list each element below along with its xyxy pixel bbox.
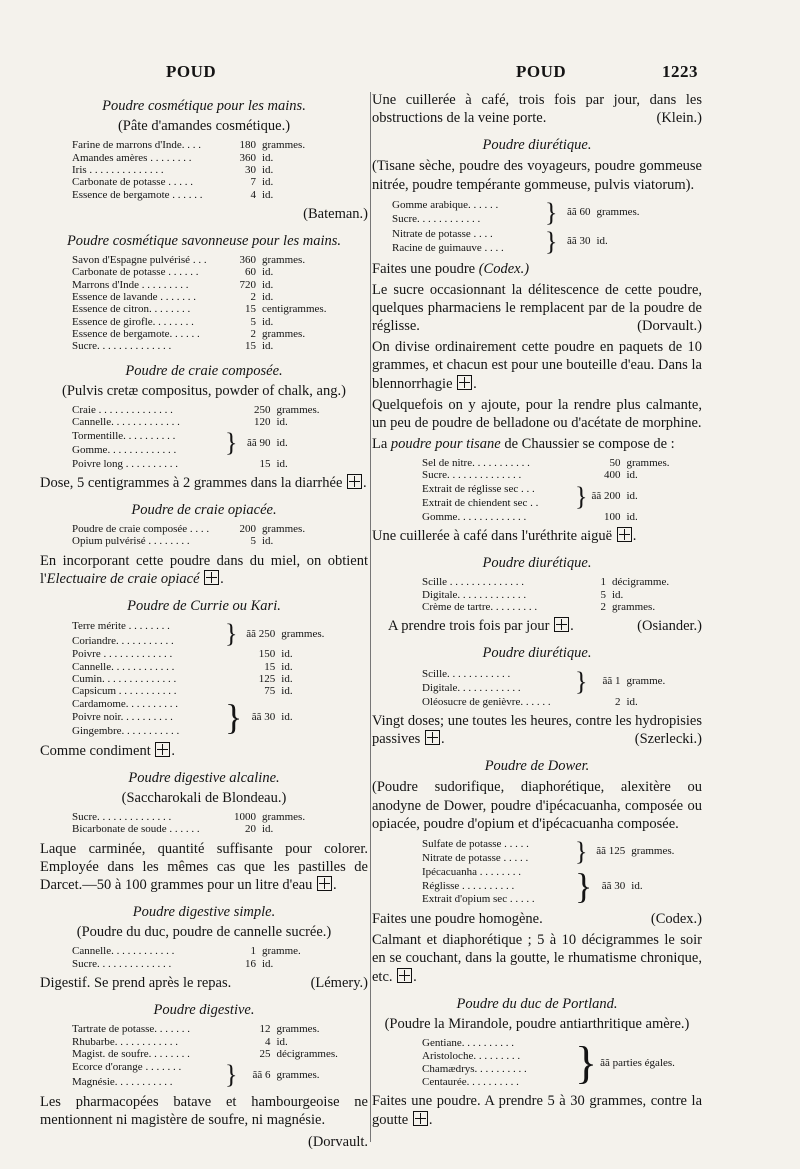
ingredient-row: Cannelle. . . . . . . . . . . . 1 gramme.: [72, 945, 301, 958]
recipe-title: Poudre cosmétique pour les mains.: [102, 98, 306, 114]
cross-mark-icon: [617, 527, 632, 542]
usage-text: A prendre trois fois par jour . (Osiander.): [388, 618, 702, 635]
usage-text: Faites une poudre. A prendre 5 à 30 grammes, contre la goutte .: [372, 1093, 702, 1128]
usage-text: Le sucre occasionnant la délitescence de cette poudre, quelques pharmaciens le remplacent par de la poudre de réglisse. (Dorvault.): [372, 281, 702, 335]
ingredient-row: Tartrate de potasse. . . . . . . 12 grammes.: [72, 1023, 320, 1036]
ingredient-row: Capsicum . . . . . . . . . . . 75 id.: [72, 685, 293, 698]
usage-text: Quelquefois on y ajoute, pour la rendre plus calmante, un peu de poudre de belladone ou d'acétate de morphine.: [372, 396, 702, 431]
ingredient-row: Scille. . . . . . . . . . . . } ãã 1 gramme.: [422, 666, 666, 696]
ingredient-row: Essence de lavande . . . . . . . 2 id.: [72, 291, 274, 303]
recipe-title: Poudre de craie opiacée.: [131, 501, 277, 518]
cross-mark-icon: [457, 375, 472, 390]
usage-text: Faites une poudre (Codex.): [372, 260, 530, 277]
ingredient-table: [70, 1023, 340, 1089]
recipe-source: (Osiander.): [637, 618, 702, 635]
ingredient-row: Poivre . . . . . . . . . . . . . 150 id.: [72, 648, 293, 661]
ingredient-table: [70, 811, 324, 836]
ingredient-row: Coriandre. . . . . . . . . . .: [72, 634, 174, 647]
ingredient-table: [420, 667, 688, 708]
recipe-source: (Dorvault.): [637, 318, 702, 335]
ingredient-table: [70, 619, 343, 738]
ingredient-row: Terre mérite . . . . . . . . } ãã 250 grammes.: [72, 619, 325, 649]
recipe-source: (Lémery.): [310, 975, 368, 992]
usage-text: Une cuillerée à café dans l'uréthrite aiguë .: [372, 528, 637, 545]
ingredient-row: Centaurée. . . . . . . . . .: [422, 1075, 519, 1088]
right-running-head: POUD: [516, 62, 567, 81]
ingredient-table: [70, 523, 324, 548]
ingredient-table: [390, 198, 658, 256]
ingredient-table: [70, 404, 338, 470]
cross-mark-icon: [397, 968, 412, 983]
ingredient-row: Carbonate de potasse . . . . . . 60 id.: [72, 266, 274, 279]
usage-text: En incorporant cette poudre dans du miel, on obtient l'Electuaire de craie opiacé .: [40, 552, 368, 587]
ingredient-row: Réglisse . . . . . . . . . .: [422, 879, 515, 892]
ingredient-row: Poudre de craie composée . . . . 200 grammes.: [72, 523, 306, 536]
recipe-title: Poudre diurétique.: [482, 555, 592, 572]
recipe-title: Poudre de craie composée.: [125, 362, 283, 379]
ingredient-row: Extrait d'opium sec . . . . .: [422, 893, 535, 906]
ingredient-row: Cardamome. . . . . . . . . . } ãã 30 id.: [72, 697, 293, 738]
column-divider: [370, 92, 371, 1142]
ingredient-row: Ecorce d'orange . . . . . . . } ãã 6 grammes.: [72, 1060, 320, 1090]
ingredient-row: Savon d'Espagne pulvérisé . . . 360 grammes.: [72, 254, 306, 267]
usage-text: Les pharmacopées batave et hambourgeoise ne mentionnent ni magistère de soufre, ni magnésie.: [40, 1094, 368, 1129]
ingredient-row: Craie . . . . . . . . . . . . . . 250 grammes.: [72, 403, 320, 416]
page-number: 1223: [662, 62, 698, 81]
ingredient-row: Digitale. . . . . . . . . . . . . 5 id.: [422, 588, 624, 601]
ingredient-row: Tormentille. . . . . . . . . . } ãã 90 id.: [72, 428, 288, 458]
ingredient-row: Sucre. . . . . . . . . . . . . . 15 id.: [72, 340, 274, 353]
recipe-title: Poudre de Dower.: [484, 758, 590, 775]
ingredient-row: Gentiane. . . . . . . . . . } ãã parties égales.: [422, 1036, 675, 1088]
recipe-title: Poudre de Currie ou Kari.: [127, 597, 281, 614]
ingredient-row: Rhubarbe. . . . . . . . . . . . 4 id.: [72, 1035, 288, 1048]
recipe-source: (Klein.): [656, 110, 702, 127]
recipe-subtitle: (Pulvis cretæ compositus, powder of chalk, ang.): [62, 382, 346, 399]
recipe-title: Poudre digestive simple.: [132, 904, 276, 921]
ingredient-row: Essence de bergamote. . . . . . 2 grammes.: [72, 327, 306, 340]
ingredient-row: Magist. de soufre. . . . . . . . 25 décigrammes.: [72, 1047, 338, 1060]
ingredient-row: Iris . . . . . . . . . . . . . . 30 id.: [72, 163, 274, 176]
ingredient-row: Marrons d'Inde . . . . . . . . . 720 id.: [72, 278, 274, 291]
cross-mark-icon: [425, 730, 440, 745]
ingredient-row: Scille . . . . . . . . . . . . . . 1 décigramme.: [422, 576, 670, 589]
ingredient-row: Gomme arabique. . . . . . } ãã 60 grammes.: [392, 197, 640, 227]
ingredient-table: [420, 837, 693, 906]
cross-mark-icon: [554, 617, 569, 632]
ingredient-table: [70, 139, 324, 201]
ingredient-row: Racine de guimauve . . . .: [392, 242, 504, 255]
recipe-subtitle: (Saccharokali de Blondeau.): [121, 790, 287, 807]
ingredient-row: Farine de marrons d'Inde. . . . 180 grammes.: [72, 139, 306, 152]
ingredient-row: Poivre noir. . . . . . . . . .: [72, 711, 173, 724]
usage-text: Digestif. Se prend après le repas. (Lémery.): [40, 975, 368, 992]
ingredient-row: Aristoloche. . . . . . . . .: [422, 1050, 521, 1063]
usage-text: Calmant et diaphorétique ; 5 à 10 décigrammes le soir en se couchant, dans la goutte, le rhumatisme chronique, etc. .: [372, 932, 702, 985]
ingredient-row: Cumin. . . . . . . . . . . . . . 125 id.: [72, 672, 293, 685]
recipe-source: (Codex.): [650, 911, 702, 928]
ingredient-row: Magnésie. . . . . . . . . . .: [72, 1075, 173, 1088]
ingredient-table: [70, 945, 324, 970]
ingredient-row: Gingembre. . . . . . . . . . .: [72, 724, 180, 737]
ingredient-row: Sucre. . . . . . . . . . . . . . 400 id.: [422, 469, 638, 482]
left-column: [40, 88, 368, 1153]
usage-text: Une cuillerée à café, trois fois par jour, dans les obstructions de la veine porte. (Klein.): [372, 92, 702, 127]
ingredient-row: Crème de tartre. . . . . . . . . 2 grammes.: [422, 601, 656, 614]
recipe-title: Poudre digestive alcaline.: [128, 769, 280, 786]
cross-mark-icon: [204, 570, 219, 585]
ingredient-table: [70, 254, 328, 353]
recipe-title: Poudre digestive.: [153, 1002, 255, 1019]
ingredient-row: Sucre. . . . . . . . . . . .: [392, 213, 481, 226]
right-column: [372, 88, 702, 1132]
ingredient-row: Digitale. . . . . . . . . . . .: [422, 682, 521, 695]
ingredient-row: Carbonate de potasse . . . . . 7 id.: [72, 176, 274, 189]
ingredient-table: [420, 1037, 677, 1089]
recipe-source: (Dorvault.: [308, 1133, 368, 1150]
ingredient-row: Amandes amères . . . . . . . . 360 id.: [72, 151, 274, 164]
cross-mark-icon: [413, 1111, 428, 1126]
cross-mark-icon: [317, 876, 332, 891]
recipe-title: Poudre diurétique.: [482, 645, 592, 662]
ingredient-row: Oléosucre de genièvre. . . . . . 2 id.: [422, 695, 638, 708]
ingredient-row: Essence de girofle. . . . . . . . 5 id.: [72, 315, 274, 328]
ingredient-row: Chamædrys. . . . . . . . . .: [422, 1062, 527, 1075]
ingredient-row: Extrait de réglisse sec . . . } ãã 200 id.: [422, 481, 638, 511]
ingredient-row: Cannelle. . . . . . . . . . . . . 120 id.: [72, 416, 288, 429]
ingredient-row: Nitrate de potasse . . . . .: [422, 852, 529, 865]
recipe-source: (Bateman.): [303, 205, 368, 222]
ingredient-row: Nitrate de potasse . . . . } ãã 30 id.: [392, 226, 608, 256]
usage-text: On divise ordinairement cette poudre en paquets de 10 grammes, et chacun est pour une bouteille d'eau. Dans la blennorrhagie .: [372, 339, 702, 392]
cross-mark-icon: [347, 474, 362, 489]
recipe-title: Poudre cosmétique savonneuse pour les mains.: [66, 232, 342, 249]
ingredient-row: Bicarbonate de soude . . . . . . 20 id.: [72, 823, 274, 836]
usage-text: La poudre pour tisane de Chaussier se compose de :: [372, 435, 675, 452]
recipe-subtitle: (Poudre la Mirandole, poudre antiarthritique amère.): [384, 1015, 690, 1032]
ingredient-row: Sulfate de potasse . . . . . } ãã 125 grammes.: [422, 836, 675, 866]
ingredient-table: [420, 576, 674, 613]
usage-text: Laque carminée, quantité suffisante pour colorer. Employée dans les mêmes cas que les pastilles de Darcet.—50 à 100 grammes pour un litre d'eau .: [40, 840, 368, 894]
recipe-subtitle: (Tisane sèche, poudre des voyageurs, poudre gommeuse nitrée, poudre tempérante gommeuse, pulvis viatorum).: [372, 158, 702, 193]
ingredient-row: Ipécacuanha . . . . . . . . } ãã 30 id.: [422, 865, 643, 906]
ingredient-row: Essence de bergamote . . . . . . 4 id.: [72, 188, 274, 201]
recipe-title: Poudre du duc de Portland.: [456, 995, 618, 1012]
ingredient-row: Sel de nitre. . . . . . . . . . . 50 grammes.: [422, 457, 670, 470]
ingredient-row: Extrait de chiendent sec . .: [422, 497, 539, 510]
usage-text: Faites une poudre homogène. (Codex.): [372, 911, 702, 928]
ingredient-row: Gomme. . . . . . . . . . . . .: [72, 444, 177, 457]
recipe-source: (Szerlecki.): [634, 731, 702, 748]
recipe-subtitle: (Poudre du duc, poudre de cannelle sucrée.): [76, 924, 332, 941]
ingredient-row: Gomme. . . . . . . . . . . . . 100 id.: [422, 510, 638, 523]
left-running-head: POUD: [166, 62, 217, 81]
usage-text: Dose, 5 centigrammes à 2 grammes dans la diarrhée .: [40, 474, 367, 491]
usage-text: Comme condiment .: [40, 742, 175, 759]
recipe-subtitle: (Pâte d'amandes cosmétique.): [117, 118, 291, 135]
ingredient-row: Opium pulvérisé . . . . . . . . 5 id.: [72, 535, 274, 548]
recipe-subtitle: (Poudre sudorifique, diaphorétique, alexitère ou anodyne de Dower, poudre d'ipécacuanha, composée ou opiacée, poudre d'opium et d'ipécacuanha composée.: [372, 779, 702, 832]
ingredient-row: Sucre. . . . . . . . . . . . . . 16 id.: [72, 957, 274, 970]
usage-text: Vingt doses; une toutes les heures, contre les hydropisies passives . (Szerlecki.): [372, 713, 702, 748]
ingredient-row: Sucre. . . . . . . . . . . . . . 1000 grammes.: [72, 811, 306, 824]
ingredient-row: Cannelle. . . . . . . . . . . . 15 id.: [72, 660, 293, 673]
cross-mark-icon: [155, 742, 170, 757]
ingredient-row: Essence de citron. . . . . . . . 15 centigrammes.: [72, 303, 327, 316]
recipe-title: Poudre diurétique.: [482, 137, 592, 154]
ingredient-table: [420, 457, 688, 523]
ingredient-row: Poivre long . . . . . . . . . . 15 id.: [72, 457, 288, 470]
